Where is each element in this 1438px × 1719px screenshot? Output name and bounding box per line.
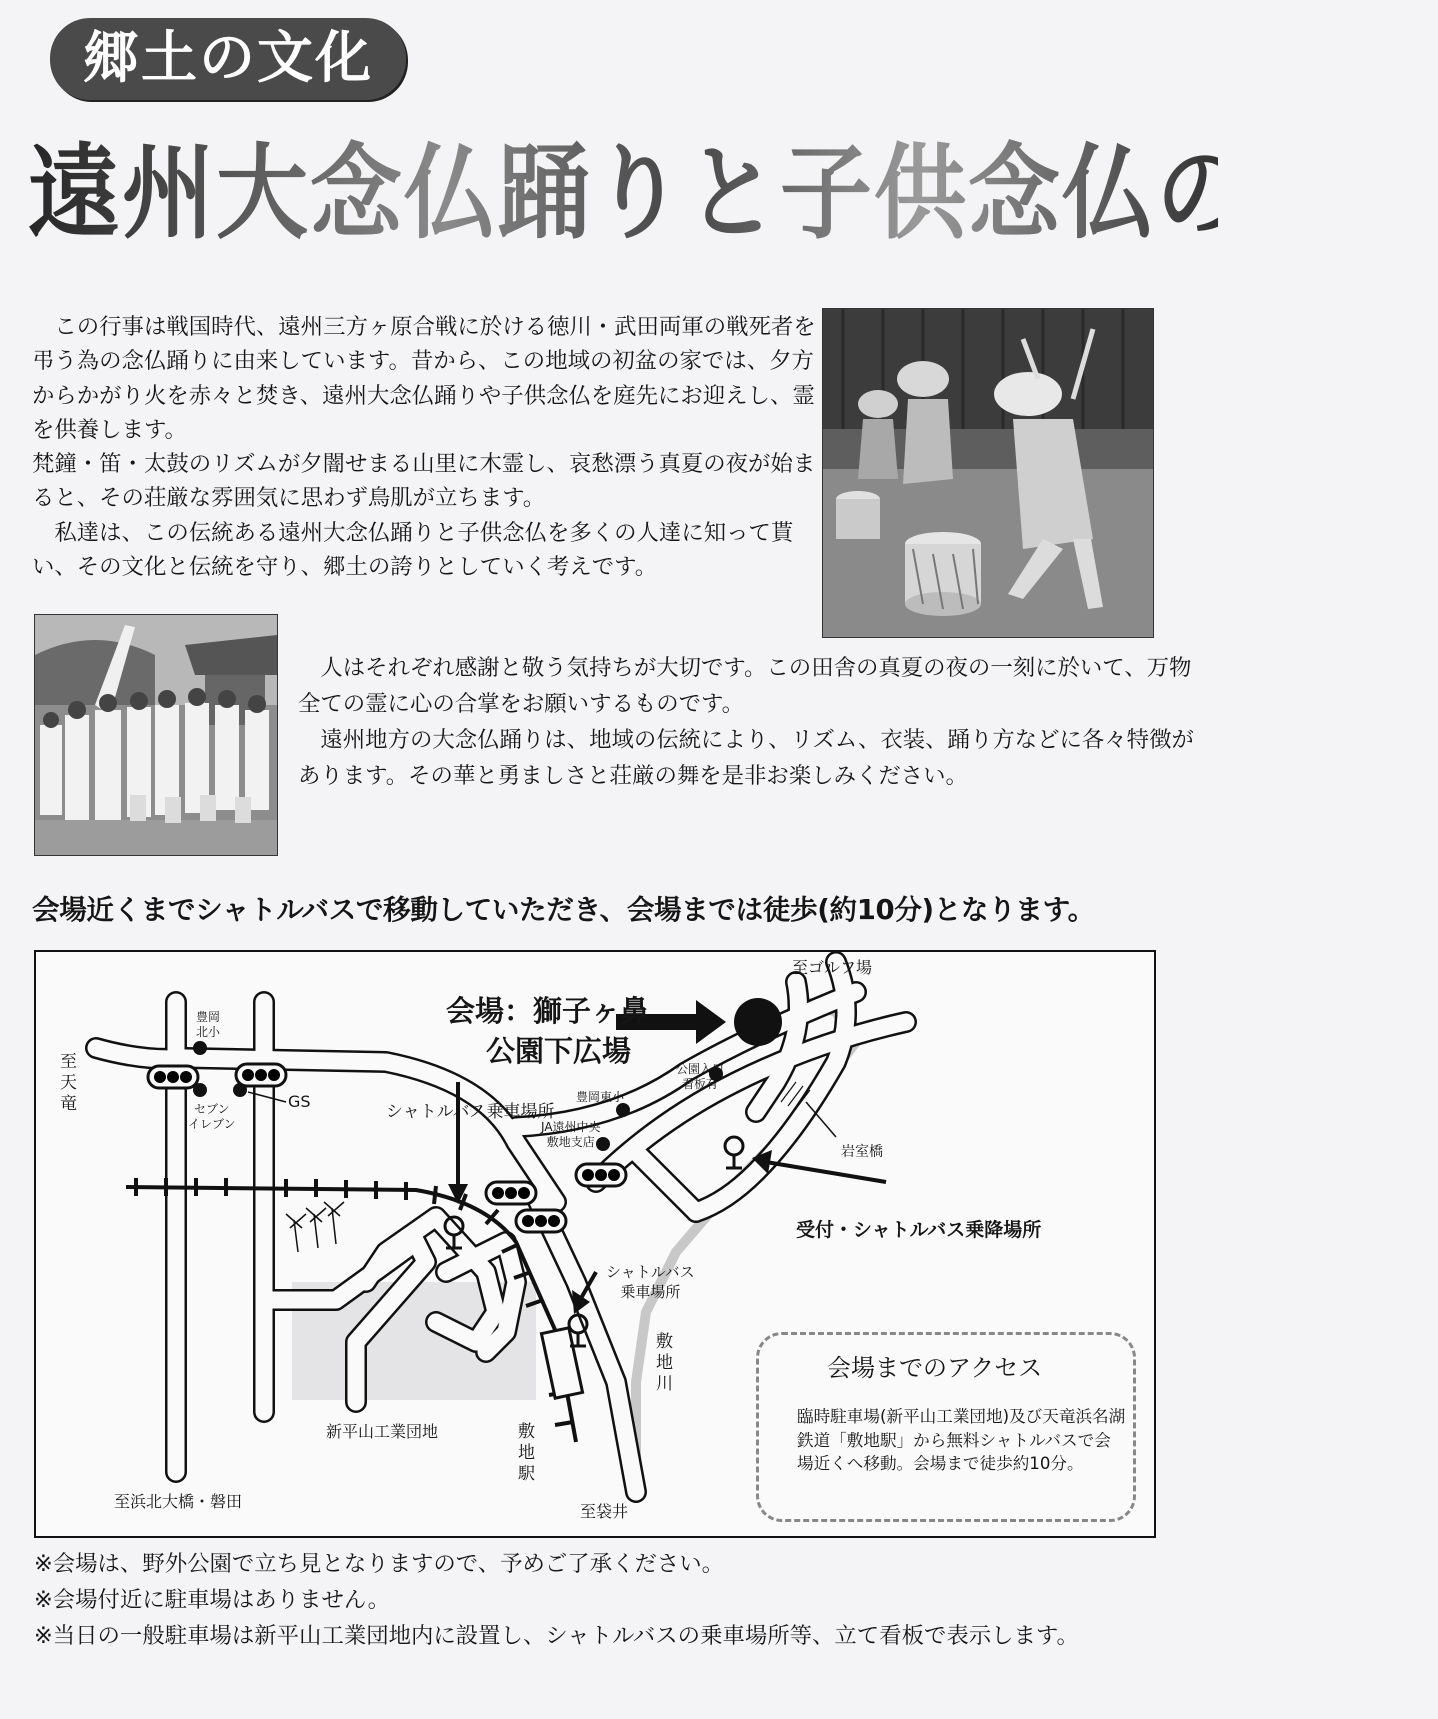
label-to-hamakita: 至浜北大橋・磐田 (114, 1492, 243, 1511)
label-toyooka-higashi: 豊岡東小 (576, 1090, 625, 1104)
section-badge: 郷土の文化 (50, 18, 406, 100)
label-gs: GS (288, 1092, 311, 1111)
notes (34, 1546, 1214, 1654)
label-shuttle-stop-1: シャトルバス乗車場所 (386, 1102, 555, 1122)
access-headline: 会場近くまでシャトルバスで移動していただき、会場までは徒歩(約10分)となります。 (32, 894, 1095, 926)
label-shikiji-station: 敷地駅 (514, 1422, 534, 1485)
note-item: ※会場は、野外公園で立ち見となりますので、予めご了承ください。 (34, 1551, 725, 1577)
access-description: 臨時駐車場(新平山工業団地)及び天竜浜名湖鉄道「敷地駅」から無料シャトルバスで会場近くへ移動。会場まで徒歩約10分。 (797, 1407, 1126, 1473)
second-text (298, 650, 1198, 794)
access-map (34, 950, 1156, 1538)
intro-paragraph: 私達は、この伝統ある遠州大念仏踊りと子供念仏を多くの人達に知って貰い、その文化と伝統を守り、郷土の誇りとしていく考えです。 (32, 519, 794, 581)
label-seven-eleven: セブン イレブン (188, 1102, 236, 1131)
second-paragraph: 遠州地方の大念仏踊りは、地域の伝統により、リズム、衣装、踊り方などに各々特徴があります。その華と勇ましさと荘厳の舞を是非お楽しみください。 (298, 727, 1194, 789)
label-toyooka-kita: 豊岡 北小 (196, 1010, 221, 1039)
intro-text (32, 310, 818, 584)
access-info-box (756, 1332, 1136, 1522)
note-item: ※当日の一般駐車場は新平山工業団地内に設置し、シャトルバスの乗車場所等、立て看板で表示します。 (34, 1623, 1079, 1649)
second-paragraph: 人はそれぞれ感謝と敬う気持ちが大切です。この田舎の真夏の夜の一刻に於いて、万物全ての霊に心の合掌をお願いするものです。 (298, 655, 1192, 717)
label-to-golf: 至ゴルフ場 (792, 958, 873, 977)
intro-paragraph: この行事は戦国時代、遠州三方ヶ原合戦に於ける徳川・武田両軍の戦死者を弔う為の念仏踊りに由来しています。昔から、この地域の初盆の家では、夕方からかがり火を赤々と焚き、遠州大念仏踊りや子供念仏を庭先にお迎えし、霊を供養します。 (32, 314, 816, 443)
label-to-tenryu: 至天竜 (56, 1052, 76, 1115)
dance-photo (822, 308, 1154, 638)
note-item: ※会場付近に駐車場はありません。 (34, 1587, 390, 1613)
intro-paragraph: 梵鐘・笛・太鼓のリズムが夕闇せまる山里に木霊し、哀愁漂う真夏の夜が始まると、その荘厳な雰囲気に思わず鳥肌が立ちます。 (32, 451, 816, 512)
label-to-fukuroi: 至袋井 (580, 1502, 629, 1521)
label-ja-branch: JA遠州中央 敷地支店 (541, 1120, 601, 1149)
label-industrial-park: 新平山工業団地 (326, 1422, 439, 1441)
label-shuttle-stop-2: シャトルバス 乗車場所 (606, 1263, 695, 1301)
label-park-entrance: 公園入口 看板有 (676, 1062, 725, 1091)
access-title: 会場までのアクセス (827, 1354, 1043, 1382)
venue-name: 会場：獅子ヶ鼻 (446, 994, 650, 1028)
label-shikiji-river: 敷地川 (652, 1332, 672, 1395)
label-iwamuro-bridge: 岩室橋 (841, 1144, 883, 1160)
label-reception: 受付・シャトルバス乗降場所 (796, 1219, 1042, 1241)
group-photo (34, 614, 278, 856)
page-title: 遠州大念仏踊りと子供念仏の由来 (28, 120, 1218, 266)
venue-name-sub: 公園下広場 (486, 1034, 632, 1068)
